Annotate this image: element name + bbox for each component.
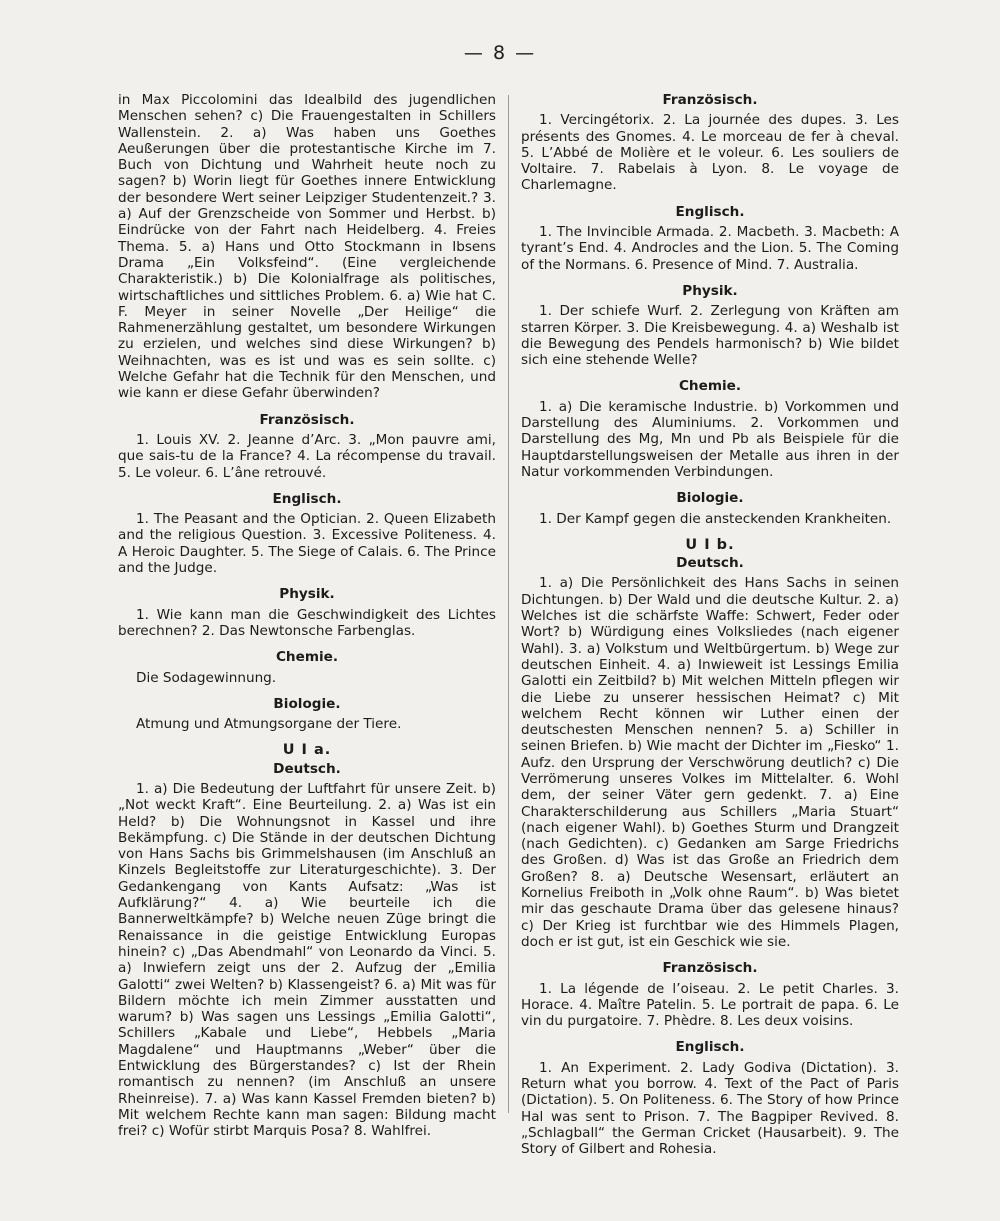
right-physik-paragraph: 1. Der schiefe Wurf. 2. Zerlegung von Kräften am starren Körper. 3. Die Kreisbewegung. 4. a) Weshalb ist die Bewegung des Pendels harmonisch? b) Wie bildet sich eine stehende Welle?	[521, 303, 899, 369]
left-engl-paragraph: 1. The Peasant and the Optician. 2. Queen Elizabeth and the religious Question. 3. Excessive Politeness. 4. A Heroic Daughter. 5. The Siege of Calais. 6. The Prince and the Judge.	[118, 511, 496, 577]
uib-heading: U I b.	[685, 536, 735, 553]
right-deutsch-paragraph: 1. a) Die Persönlichkeit des Hans Sachs in seinen Dichtungen. b) Der Wald und die deutsche Kultur. 2. a) Welches ist die schärfste Waffe: Schwert, Feder oder Wort? b) Würdigung eines Volksliedes (nach eigener Wahl). 3. a) Volkstum und Weltbürgertum. b) Wege zur deutschen Einheit. 4. a) Inwieweit ist Lessings Emilia Galotti ein Zeitbild? b) Mit welchen Mitteln pflegen wir die Liebe zu unserer hessischen Heimat? c) Mit welchem Recht können wir Luther einen der deutschesten Menschen nennen? 5. a) Schiller in seinen Briefen. b) Wie macht der Dichter im „Fiesko“ 1. Aufz. den Ursprung der Verschwörung deutlich? c) Die Verrömerung unseres Volkes im Mittelalter. 6. Wohl dem, der seiner Väter gern gedenkt. 7. a) Eine Charakterschilderung aus Schillers „Maria Stuart“ (nach eigener Wahl). b) Goethes Sturm und Drangzeit (nach Gedichten). c) Gedanken am Sarge Friedrichs des Großen. d) Was ist das Große an Friedrich dem Großen? 8. a) Deutsche Wesensart, erläutert an Kornelius Freiboth in „Volk ohne Raum“. b) Was bietet mir das geschaute Drama über das gelesene hinaus? c) Der Krieg ist furchtbar wie des Himmels Plagen, doch er ist gut, ist ein Geschick wie sie.	[521, 575, 899, 950]
right-engl-heading: Englisch.	[675, 203, 745, 220]
page-number: — 8 —	[463, 42, 537, 64]
left-engl-heading: Englisch.	[272, 490, 342, 507]
left-column	[118, 92, 496, 1140]
left-deutsch-paragraph: 1. a) Die Bedeutung der Luftfahrt für unsere Zeit. b) „Not weckt Kraft“. Eine Beurteilung. 2. a) Was ist ein Held? b) Die Wohnungsnot in Kassel und ihre Bekämpfung. c) Die Stände in der deutschen Dichtung von Hans Sachs bis Grimmelshausen (im Anschluß an Kinzels Begleitstoffe zur Literaturgeschichte). 3. Der Gedankengang von Kants Aufsatz: „Was ist Aufklärung?“ 4. a) Wie beurteile ich die Bannerweltkämpfe? b) Welche neuen Züge bringt die Renaissance in die geistige Entwicklung Europas hinein? c) „Das Abendmahl“ von Leonardo da Vinci. 5. a) Inwiefern zeigt uns der 2. Aufzug der „Emilia Galotti“ zwei Welten? b) Klassengeist? 6. a) Mit was für Bildern möchte ich mein Zimmer ausstatten und warum? b) Was sagen uns Lessings „Emilia Galotti“, Schillers „Kabale und Liebe“, Hebbels „Maria Magdalene“ und Hauptmanns „Weber“ über die Entwicklung des Bürgerstandes? c) Ist der Rhein romantisch zu nennen? (im Anschluß an unsere Rheinreise). 7. a) Was kann Kassel Fremden bieten? b) Mit welchem Rechte kann man sagen: Bildung macht frei? c) Wofür stirbt Marquis Posa? 8. Wahlfrei.	[118, 780, 496, 1140]
right-engl-paragraph: 1. The Invincible Armada. 2. Macbeth. 3. Macbeth: A tyrant’s End. 4. Androcles and the Lion. 5. The Coming of the Normans. 6. Presence of Mind. 7. Australia.	[521, 224, 899, 273]
right-chemie-paragraph: 1. a) Die keramische Industrie. b) Vorkommen und Darstellung des Aluminiums. 2. Vorkommen und Darstellung des Mg, Mn und Pb als Beispiele für die Hauptdarstellungsweisen der Metalle aus ihren in der Natur vorkommenden Verbindungen.	[521, 398, 899, 480]
left-franz-heading: Französisch.	[259, 411, 355, 428]
left-bio-heading: Biologie.	[273, 695, 341, 712]
right-franz2-paragraph: 1. La légende de l’oiseau. 2. Le petit Charles. 3. Horace. 4. Maître Patelin. 5. Le portrait de papa. 6. Le vin du purgatoire. 7. Phèdre. 8. Les deux voisins.	[521, 980, 899, 1030]
right-column	[521, 92, 899, 1158]
right-chemie-heading: Chemie.	[678, 378, 742, 395]
right-franz-paragraph: 1. Vercingétorix. 2. La journée des dupes. 3. Les présents des Gnomes. 4. Le morceau de fer à cheval. 5. L’Abbé de Molière et le voleur. 6. Les souliers de Voltaire. 7. Rabelais à Lyon. 8. Le voyage de Charlemagne.	[521, 112, 899, 194]
uia-heading: U I a.	[282, 742, 332, 759]
left-chemie-heading: Chemie.	[275, 649, 339, 666]
right-physik-heading: Physik.	[682, 282, 738, 299]
left-physik-heading: Physik.	[279, 586, 335, 603]
right-franz2-heading: Französisch.	[662, 960, 758, 977]
right-engl2-heading: Englisch.	[675, 1039, 745, 1056]
right-engl2-paragraph: 1. An Experiment. 2. Lady Godiva (Dictation). 3. Return what you borrow. 4. Text of the Pact of Paris (Dictation). 5. On Politeness. 6. The Story of how Prince Hal was sent to Prison. 7. The Bagpiper Revived. 8. „Schlagball“ the German Cricket (Hausarbeit). 9. The Story of Gilbert and Rohesia.	[521, 1059, 899, 1158]
left-franz-paragraph: 1. Louis XV. 2. Jeanne d’Arc. 3. „Mon pauvre ami, que sais-tu de la France? 4. La récompense du travail. 5. Le voleur. 6. L’âne retrouvé.	[118, 431, 496, 481]
left-physik-paragraph: 1. Wie kann man die Geschwindigkeit des Lichtes berechnen? 2. Das Newtonsche Farbenglas.	[118, 606, 496, 639]
column-divider	[508, 95, 509, 1113]
left-chemie-paragraph: Die Sodagewinnung.	[136, 669, 277, 686]
left-intro-paragraph: in Max Piccolomini das Idealbild des jugendlichen Menschen sehen? c) Die Frauengestalten in Schillers Wallenstein. 2. a) Was haben uns Goethes Aeußerungen über die protestantische Kirche im 7. Buch von Dichtung und Wahrheit heute noch zu sagen? b) Worin liegt für Goethes innere Entwicklung der besondere Wert seiner Leipziger Studentenzeit.? 3. a) Auf der Grenzscheide von Sommer und Herbst. b) Eindrücke von der Fahrt nach Heidelberg. 4. Freies Thema. 5. a) Hans und Otto Stockmann in Ibsens Drama „Ein Volksfeind“. (Eine vergleichende Charakteristik.) b) Die Kolonialfrage als politisches, wirtschaftliches und sittliches Problem. 6. a) Wie hat C. F. Meyer in seiner Novelle „Der Heilige“ die Rahmenerzählung gestaltet, um besondere Wirkungen zu erzielen, und welches sind diese Wirkungen? b) Weihnachten, was es ist und was es sein sollte. c) Welche Gefahr hat die Technik für den Menschen, und wie kann er diese Gefahr überwinden?	[118, 92, 496, 402]
right-deutsch-heading: Deutsch.	[676, 555, 744, 572]
left-bio-paragraph: Atmung und Atmungsorgane der Tiere.	[136, 716, 402, 733]
right-bio-paragraph: 1. Der Kampf gegen die ansteckenden Krankheiten.	[539, 510, 892, 527]
right-bio-heading: Biologie.	[676, 490, 744, 507]
right-franz-heading: Französisch.	[662, 92, 758, 108]
left-deutsch-heading: Deutsch.	[273, 760, 341, 777]
